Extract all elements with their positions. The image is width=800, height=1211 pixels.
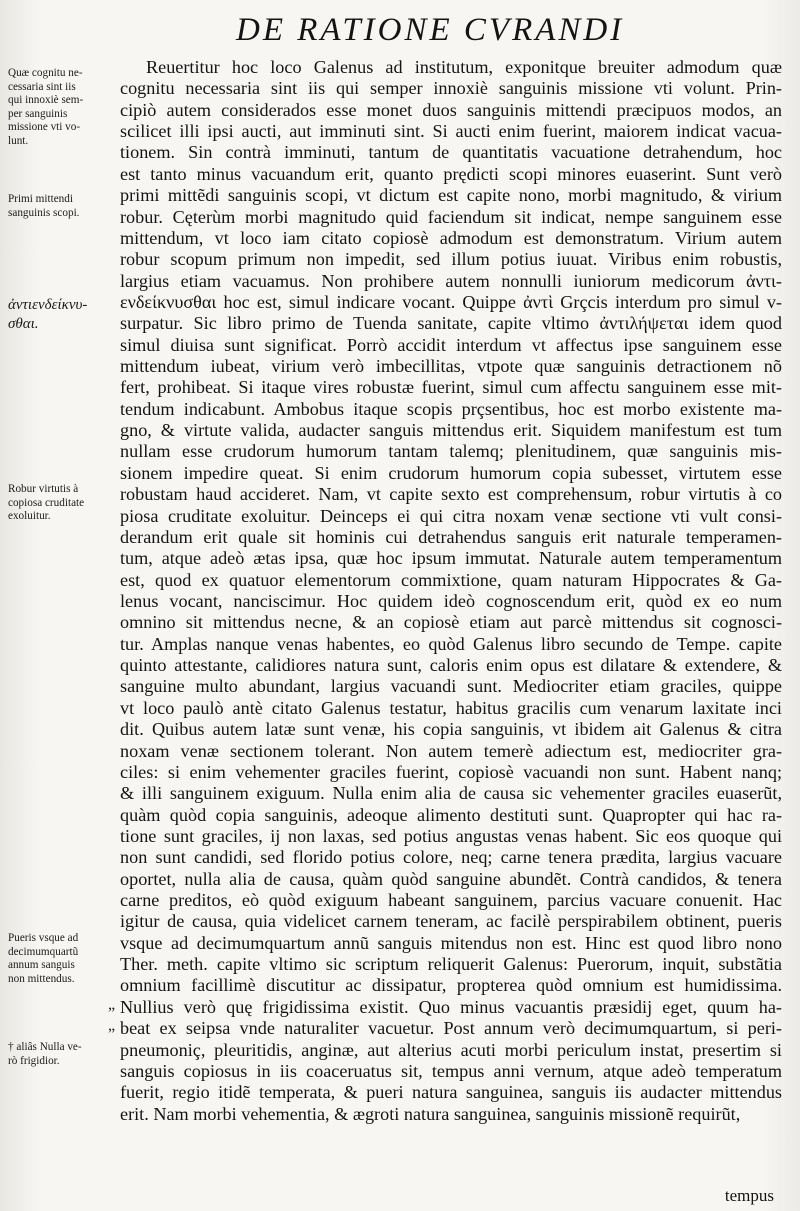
margin-note-line: exoluitur. — [8, 510, 51, 523]
margin-note-line: rò frigidior. — [8, 1054, 60, 1067]
margin-note-line: Pueris vsque ad — [8, 932, 79, 944]
text-line: piosa cruditate exoluitur. Deinceps ei qui citra noxam venæ sectione vti vult consi- — [120, 505, 782, 526]
margin-note-alias — [8, 1041, 116, 1068]
text-line: carne preditos, eò quòd exiguum habeant sanguinem, parcius vacuare conuenit. Hac — [120, 890, 782, 911]
text-line: dit. Quibus autem latæ sunt venæ, his copia sanguinis, vt ibidem ait Galenus & citra — [120, 719, 782, 740]
text-line: sanguis copiosus in iis coaceruatus sit, tempus anni vernum, atque adeò temperatum — [120, 1060, 782, 1081]
margin-note-pueris — [8, 932, 116, 986]
text-line: pneumoniç, pleuritidis, anginæ, aut alterius acuti morbi periculum instat, presertim si — [120, 1039, 782, 1060]
margin-note-line: Quæ cognitu ne- — [8, 67, 83, 79]
text-line: gno, & virtute valida, audacter sanguis mittendus erit. Siquidem manifestum est tum — [120, 420, 782, 441]
margin-note-line: per sanguinis — [8, 107, 68, 120]
text-line: derandum erit quale sit hominis cui detrahendus sanguis erit naturale temperamen- — [120, 526, 782, 547]
margin-note-robur-virtutis — [8, 483, 116, 524]
running-header: DE RATIONE CVRANDI — [236, 12, 625, 48]
text-line: beat ex seipsa vnde naturaliter vacuetur. Post annum verò decimumquartum, si peri- — [120, 1018, 782, 1039]
text-line: omnino sit mittendus necne, & an copiosè etiam aut parcè mittendus sit cognosci- — [120, 612, 782, 633]
text-line: sanguine multo abundant, largius vacuandi sunt. Mediocriter etiam graciles, quippe — [120, 676, 782, 697]
main-text-block — [120, 57, 782, 1125]
margin-note-line: annum sanguis — [8, 959, 75, 972]
margin-note-line: ἀντιενδείκνυ- — [8, 297, 88, 313]
text-line: vsque ad decimumquartum annũ sanguis mitendus non est. Hinc est quod libro nono — [120, 932, 782, 953]
margin-note-line: copiosa cruditate — [8, 496, 85, 509]
text-line: Reuertitur hoc loco Galenus ad institutum, exponitque breuiter admodum quæ — [146, 57, 782, 77]
text-line: robustam haud accideret. Nam, vt capite sexto est comprehensum, robur virtutis à co — [120, 484, 782, 505]
text-line: erit. Nam morbi vehementia, & ægroti natura sanguinea, sanguinis missionẽ requirũt, — [120, 1103, 741, 1124]
text-line: est tanto minus vacuandum erit, quanto prędicti scopi minores euaserint. Sunt verò — [120, 163, 782, 184]
text-line: noxam venæ sectionem tolerant. Non autem temerè adiectum est, mediocriter gra- — [120, 740, 782, 761]
text-line: omnium facillimè discutitur ac dissipatur, propterea quòd omnium est humidissima. — [120, 975, 782, 996]
text-line: tum, atque adeò ætas ipsa, quæ hoc ipsum immutat. Naturale autem temperamentum — [120, 548, 782, 569]
text-line: robur scopum primum non impedit, sed illum potius iuuat. Viribus enim robustis, — [120, 249, 782, 270]
text-line: lenus vocant, nanciscimur. Hoc quidem ideò cognoscendum erit, quòd ex eo num — [120, 590, 782, 611]
text-line: oportet, nulla alia de causa, quàm quòd sanguine abundẽt. Contrà candidos, & tenera — [120, 868, 782, 889]
text-line: Ther. meth. capite vltimo sic scriptum reliquerit Galenus: Puerorum, inquit, substãtia — [120, 954, 782, 975]
margin-note-necessaria — [8, 67, 116, 149]
margin-note-line: decimumquartũ — [8, 945, 79, 958]
text-line: tendum indicabunt. Ambobus itaque scopis prçsentibus, hoc est morbo existente ma- — [120, 398, 782, 419]
margin-note-line: missione vti vo- — [8, 121, 81, 134]
margin-note-line: non mittendus. — [8, 972, 75, 985]
text-line: largius etiam vacuamus. Non prohibere autem nonnulli iuniorum medicorum ἀντι- — [120, 270, 782, 291]
text-line: vt loco paulò antè citato Galenus testatur, habitus gracilis cum venarum laxitate inci — [120, 697, 782, 718]
text-line: est, quod ex quatuor elementorum commixtione, quam naturam Hippocrates & Ga- — [120, 569, 782, 590]
text-line: sionem impedire queat. Si enim crudorum humorum copia subesset, virtutem esse — [120, 462, 782, 483]
text-line: nullam esse crudorum humorum tantam talemq; plenitudinem, quæ sanguinis mis- — [120, 441, 782, 462]
margin-note-line: qui innoxiè sem- — [8, 94, 84, 107]
text-line: fuerit, regio itidẽ temperata, & pueri natura sanguinea, sanguis iis audacter mittendus — [120, 1082, 782, 1103]
margin-note-line: Primi mittendi — [8, 193, 73, 205]
text-line: & illi sanguinem exiguum. Nulla enim alia de causa sic vehementer graciles euaserũt, — [120, 783, 782, 804]
text-line: quinto attestante, calidiores natura sunt, caloris enim opus est dilatare & extendere, & — [120, 655, 782, 676]
text-line: cognitu necessaria sint iis qui semper innoxiè sanguinis missione vti volunt. Prin- — [120, 78, 782, 99]
text-line: ciles: si enim vehementer graciles fuerint, copiosè vacuandi non sunt. Habent nanq; — [120, 761, 782, 782]
margin-note-primi-scopi — [8, 193, 116, 220]
text-line: quàm quòd copia sanguinis, adeoque alimento destituti sunt. Quapropter qui hac ra- — [120, 804, 782, 825]
text-line: mittendum iubeat, virium verò imbecillitas, vtpote quæ sanguinis detractionem nõ — [120, 356, 782, 377]
text-line: simul diuisa sunt significat. Porrò accidit interdum vt affectus ipse sanguinem esse — [120, 334, 782, 355]
text-line: tione sunt graciles, ij non laxas, sed potius angustas venas habent. Sic eos quoque qui — [120, 825, 782, 846]
catchword: tempus — [724, 1186, 774, 1205]
text-line: tur. Amplas nanque venas habentes, eo quòd Galenus libro secundo de Tempe. capite — [120, 633, 782, 654]
margin-note-line: Robur virtutis à — [8, 483, 79, 495]
quote-mark: „ — [108, 1017, 116, 1035]
margin-note-greek — [8, 296, 116, 334]
text-line: mittendum, vt loco iam citato copiosè admodum est demonstratum. Virium autem — [120, 227, 782, 248]
margin-note-line: σθαι. — [8, 316, 39, 332]
text-line: tionem. Sin contrà imminuti, tantum de quantitatis vacuatione detrahendum, hoc — [120, 142, 782, 163]
text-line: non sunt candidi, sed florido potius colore, neq; carne tenera prædita, largius vacuare — [120, 847, 782, 868]
text-line: igitur de causa, quia videlicet carnem teneram, ac facilè perspirabilem obtinent, pueris — [120, 911, 782, 932]
text-line: robur. Cęterùm morbi magnitudo quid faciendum sit indicat, nempe sanguinem esse — [120, 206, 782, 227]
text-line: scilicet illi ipsi aucti, aut imminuti sint. Si aucti enim fuerint, maiorem indicat vacua- — [120, 121, 782, 142]
quotation-marks — [108, 994, 115, 1037]
text-line: Nullius verò quę frigidissima existit. Quo minus vacuantis præsidij eget, quum ha- — [120, 996, 782, 1017]
text-line: fert, prohibeat. Si itaque vires robustæ fuerint, simul cum affectu sanguinem esse mit- — [120, 377, 782, 398]
margin-note-line: sanguinis scopi. — [8, 206, 80, 219]
margin-note-line: cessaria sint iis — [8, 80, 76, 93]
margin-note-line: † aliâs Nulla ve- — [8, 1041, 82, 1053]
text-line: primi mittẽdi sanguinis scopi, vt dictum est capite nono, morbi magnitudo, & virium — [120, 185, 782, 206]
quote-mark: „ — [108, 996, 116, 1013]
text-line: cipiò autem considerados esse monet duos sanguinis mittendi præcipuos modos, an — [120, 99, 782, 120]
text-line: surpatur. Sic libro primo de Tuenda sanitate, capite vltimo ἀντιλήψεται idem quod — [120, 313, 782, 334]
margin-note-line: lunt. — [8, 134, 29, 147]
text-line: ενδείκνυσθαι hoc est, simul indicare vocant. Quippe ἀντὶ Grçcis interdum pro simul v- — [120, 291, 782, 312]
